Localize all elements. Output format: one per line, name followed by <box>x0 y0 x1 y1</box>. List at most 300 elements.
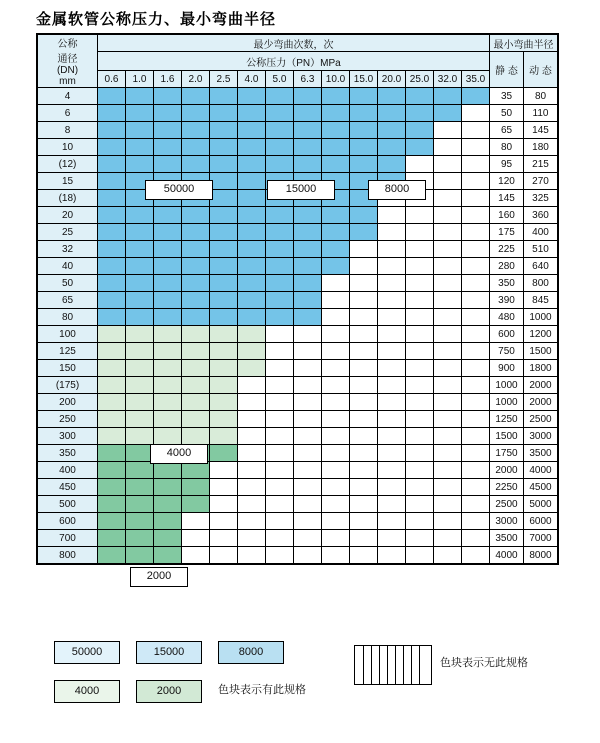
cell-r23-c7 <box>294 479 322 496</box>
header-dynamic: 动 态 <box>524 52 558 88</box>
cell-r8-c0 <box>98 224 126 241</box>
cell-r2-c1 <box>126 122 154 139</box>
cell-r12-c10 <box>378 292 406 309</box>
cell-r18-c5 <box>238 394 266 411</box>
cell-r21-c11 <box>406 445 434 462</box>
header-dn-line-4: mm <box>59 76 76 87</box>
cell-r25-c13 <box>462 513 490 530</box>
cell-r5-c0 <box>98 173 126 190</box>
row-dynamic-radius: 8000 <box>524 547 558 564</box>
cell-r10-c6 <box>266 258 294 275</box>
table-header <box>38 35 558 88</box>
row-dynamic-radius: 1000 <box>524 309 558 326</box>
row-dn: 150 <box>38 360 98 377</box>
cell-r11-c6 <box>266 275 294 292</box>
cell-r0-c1 <box>126 88 154 105</box>
cell-r7-c10 <box>378 207 406 224</box>
cell-r11-c11 <box>406 275 434 292</box>
row-dn: (18) <box>38 190 98 207</box>
cell-r2-c7 <box>294 122 322 139</box>
cell-r12-c8 <box>322 292 350 309</box>
cell-r9-c0 <box>98 241 126 258</box>
cell-r20-c2 <box>154 428 182 445</box>
header-pressure-col-2: 1.6 <box>154 71 182 88</box>
cell-r18-c3 <box>182 394 210 411</box>
row-dn: 350 <box>38 445 98 462</box>
cell-r15-c2 <box>154 343 182 360</box>
header-pressure-col-5: 4.0 <box>238 71 266 88</box>
cell-r10-c10 <box>378 258 406 275</box>
cell-r9-c3 <box>182 241 210 258</box>
cell-r7-c1 <box>126 207 154 224</box>
cell-r26-c2 <box>154 530 182 547</box>
cell-r23-c3 <box>182 479 210 496</box>
cell-r0-c13 <box>462 88 490 105</box>
cell-r14-c7 <box>294 326 322 343</box>
cell-r27-c6 <box>266 547 294 564</box>
cell-r22-c5 <box>238 462 266 479</box>
cell-r13-c8 <box>322 309 350 326</box>
cell-r19-c0 <box>98 411 126 428</box>
row-dynamic-radius: 2000 <box>524 377 558 394</box>
table-row <box>38 139 558 156</box>
row-dn: (175) <box>38 377 98 394</box>
cell-r20-c6 <box>266 428 294 445</box>
cell-r12-c9 <box>350 292 378 309</box>
cell-r25-c7 <box>294 513 322 530</box>
row-static-radius: 3500 <box>490 530 524 547</box>
row-dn: 8 <box>38 122 98 139</box>
cell-r2-c5 <box>238 122 266 139</box>
cell-r7-c11 <box>406 207 434 224</box>
cell-r16-c12 <box>434 360 462 377</box>
cell-r25-c4 <box>210 513 238 530</box>
table-row <box>38 207 558 224</box>
cell-r10-c5 <box>238 258 266 275</box>
cell-r2-c2 <box>154 122 182 139</box>
table-body <box>38 88 558 564</box>
cell-r20-c5 <box>238 428 266 445</box>
cell-r3-c8 <box>322 139 350 156</box>
cell-r6-c13 <box>462 190 490 207</box>
cell-r19-c3 <box>182 411 210 428</box>
row-static-radius: 1000 <box>490 377 524 394</box>
cell-r8-c10 <box>378 224 406 241</box>
row-dn: 4 <box>38 88 98 105</box>
cell-r20-c11 <box>406 428 434 445</box>
header-pressure-col-13: 35.0 <box>462 71 490 88</box>
cell-r17-c4 <box>210 377 238 394</box>
cell-r8-c3 <box>182 224 210 241</box>
cell-r15-c10 <box>378 343 406 360</box>
cell-r4-c3 <box>182 156 210 173</box>
row-dynamic-radius: 215 <box>524 156 558 173</box>
cell-r1-c5 <box>238 105 266 122</box>
cell-r27-c7 <box>294 547 322 564</box>
cell-r7-c13 <box>462 207 490 224</box>
cell-r21-c10 <box>378 445 406 462</box>
cell-r3-c2 <box>154 139 182 156</box>
row-static-radius: 1500 <box>490 428 524 445</box>
cell-r22-c6 <box>266 462 294 479</box>
cell-r19-c8 <box>322 411 350 428</box>
row-dn: 300 <box>38 428 98 445</box>
overlay-15000: 15000 <box>267 180 335 200</box>
cell-r22-c13 <box>462 462 490 479</box>
row-dynamic-radius: 2500 <box>524 411 558 428</box>
header-pressure-col-3: 2.0 <box>182 71 210 88</box>
cell-r18-c4 <box>210 394 238 411</box>
cell-r14-c13 <box>462 326 490 343</box>
cell-r6-c5 <box>238 190 266 207</box>
table-row <box>38 88 558 105</box>
cell-r1-c6 <box>266 105 294 122</box>
cell-r17-c0 <box>98 377 126 394</box>
row-static-radius: 145 <box>490 190 524 207</box>
cell-r16-c8 <box>322 360 350 377</box>
cell-r26-c5 <box>238 530 266 547</box>
cell-r3-c4 <box>210 139 238 156</box>
cell-r26-c12 <box>434 530 462 547</box>
cell-r11-c9 <box>350 275 378 292</box>
page-title: 金属软管公称压力、最小弯曲半径 <box>36 10 277 28</box>
cell-r19-c1 <box>126 411 154 428</box>
cell-r11-c12 <box>434 275 462 292</box>
table-row <box>38 258 558 275</box>
row-dynamic-radius: 1800 <box>524 360 558 377</box>
cell-r18-c8 <box>322 394 350 411</box>
cell-r26-c0 <box>98 530 126 547</box>
cell-r12-c3 <box>182 292 210 309</box>
cell-r18-c0 <box>98 394 126 411</box>
cell-r18-c1 <box>126 394 154 411</box>
cell-r16-c13 <box>462 360 490 377</box>
cell-r15-c13 <box>462 343 490 360</box>
row-dn: 100 <box>38 326 98 343</box>
cell-r23-c10 <box>378 479 406 496</box>
cell-r9-c7 <box>294 241 322 258</box>
cell-r24-c9 <box>350 496 378 513</box>
legend-note-color: 色块表示有此规格 <box>218 684 306 696</box>
cell-r15-c4 <box>210 343 238 360</box>
overlay-4000: 4000 <box>150 444 208 464</box>
overlay-8000: 8000 <box>368 180 426 200</box>
cell-r27-c12 <box>434 547 462 564</box>
header-dn-line-1: 公称 <box>57 39 78 50</box>
table-row <box>38 309 558 326</box>
cell-r9-c5 <box>238 241 266 258</box>
cell-r23-c12 <box>434 479 462 496</box>
cell-r9-c13 <box>462 241 490 258</box>
row-static-radius: 1000 <box>490 394 524 411</box>
cell-r4-c2 <box>154 156 182 173</box>
cell-r21-c5 <box>238 445 266 462</box>
header-pressure-col-4: 2.5 <box>210 71 238 88</box>
cell-r19-c10 <box>378 411 406 428</box>
cell-r6-c0 <box>98 190 126 207</box>
cell-r14-c1 <box>126 326 154 343</box>
row-dynamic-radius: 4500 <box>524 479 558 496</box>
header-min-radius: 最小弯曲半径 <box>490 35 558 52</box>
cell-r0-c0 <box>98 88 126 105</box>
table-row <box>38 513 558 530</box>
cell-r26-c1 <box>126 530 154 547</box>
cell-r16-c7 <box>294 360 322 377</box>
cell-r19-c2 <box>154 411 182 428</box>
cell-r27-c0 <box>98 547 126 564</box>
row-static-radius: 750 <box>490 343 524 360</box>
row-static-radius: 120 <box>490 173 524 190</box>
header-pressure-col-7: 6.3 <box>294 71 322 88</box>
header-pressure-col-9: 15.0 <box>350 71 378 88</box>
cell-r2-c11 <box>406 122 434 139</box>
cell-r12-c5 <box>238 292 266 309</box>
cell-r0-c12 <box>434 88 462 105</box>
cell-r8-c7 <box>294 224 322 241</box>
cell-r23-c9 <box>350 479 378 496</box>
table-row <box>38 343 558 360</box>
table-row <box>38 411 558 428</box>
row-dn: 50 <box>38 275 98 292</box>
header-dn-line-2: 通径 <box>57 54 78 65</box>
cell-r15-c3 <box>182 343 210 360</box>
cell-r27-c5 <box>238 547 266 564</box>
cell-r16-c2 <box>154 360 182 377</box>
cell-r26-c10 <box>378 530 406 547</box>
cell-r22-c0 <box>98 462 126 479</box>
cell-r12-c2 <box>154 292 182 309</box>
header-bend-count: 最少弯曲次数，次 <box>98 35 490 52</box>
table-row <box>38 530 558 547</box>
cell-r17-c2 <box>154 377 182 394</box>
row-static-radius: 900 <box>490 360 524 377</box>
cell-r12-c11 <box>406 292 434 309</box>
cell-r0-c11 <box>406 88 434 105</box>
row-static-radius: 3000 <box>490 513 524 530</box>
legend-50000: 50000 <box>54 641 120 664</box>
header-pressure-col-10: 20.0 <box>378 71 406 88</box>
row-static-radius: 35 <box>490 88 524 105</box>
cell-r20-c3 <box>182 428 210 445</box>
cell-r19-c9 <box>350 411 378 428</box>
cell-r17-c7 <box>294 377 322 394</box>
row-dynamic-radius: 360 <box>524 207 558 224</box>
table-row <box>38 241 558 258</box>
cell-r0-c10 <box>378 88 406 105</box>
cell-r7-c2 <box>154 207 182 224</box>
cell-r17-c1 <box>126 377 154 394</box>
cell-r22-c11 <box>406 462 434 479</box>
cell-r27-c9 <box>350 547 378 564</box>
cell-r22-c10 <box>378 462 406 479</box>
row-dynamic-radius: 3500 <box>524 445 558 462</box>
cell-r11-c5 <box>238 275 266 292</box>
cell-r13-c0 <box>98 309 126 326</box>
cell-r12-c7 <box>294 292 322 309</box>
row-dn: 450 <box>38 479 98 496</box>
cell-r21-c6 <box>266 445 294 462</box>
cell-r7-c8 <box>322 207 350 224</box>
cell-r18-c7 <box>294 394 322 411</box>
cell-r16-c1 <box>126 360 154 377</box>
cell-r12-c1 <box>126 292 154 309</box>
cell-r27-c4 <box>210 547 238 564</box>
cell-r11-c10 <box>378 275 406 292</box>
row-dynamic-radius: 7000 <box>524 530 558 547</box>
cell-r27-c1 <box>126 547 154 564</box>
cell-r14-c2 <box>154 326 182 343</box>
cell-r19-c5 <box>238 411 266 428</box>
table-row <box>38 394 558 411</box>
cell-r27-c8 <box>322 547 350 564</box>
row-static-radius: 350 <box>490 275 524 292</box>
cell-r9-c9 <box>350 241 378 258</box>
cell-r27-c11 <box>406 547 434 564</box>
cell-r17-c11 <box>406 377 434 394</box>
cell-r2-c0 <box>98 122 126 139</box>
row-dn: 32 <box>38 241 98 258</box>
cell-r2-c3 <box>182 122 210 139</box>
cell-r24-c0 <box>98 496 126 513</box>
header-dn-cell <box>38 35 98 88</box>
cell-r8-c4 <box>210 224 238 241</box>
row-dn: 6 <box>38 105 98 122</box>
cell-r1-c12 <box>434 105 462 122</box>
cell-r9-c2 <box>154 241 182 258</box>
row-static-radius: 390 <box>490 292 524 309</box>
cell-r11-c8 <box>322 275 350 292</box>
cell-r20-c12 <box>434 428 462 445</box>
cell-r22-c2 <box>154 462 182 479</box>
cell-r3-c5 <box>238 139 266 156</box>
cell-r20-c9 <box>350 428 378 445</box>
cell-r14-c9 <box>350 326 378 343</box>
cell-r8-c8 <box>322 224 350 241</box>
cell-r10-c4 <box>210 258 238 275</box>
row-static-radius: 160 <box>490 207 524 224</box>
cell-r19-c4 <box>210 411 238 428</box>
legend-8000: 8000 <box>218 641 284 664</box>
cell-r17-c12 <box>434 377 462 394</box>
cell-r4-c8 <box>322 156 350 173</box>
cell-r11-c2 <box>154 275 182 292</box>
row-static-radius: 50 <box>490 105 524 122</box>
row-static-radius: 280 <box>490 258 524 275</box>
cell-r25-c11 <box>406 513 434 530</box>
cell-r18-c9 <box>350 394 378 411</box>
cell-r5-c12 <box>434 173 462 190</box>
cell-r24-c12 <box>434 496 462 513</box>
table-row <box>38 479 558 496</box>
cell-r11-c1 <box>126 275 154 292</box>
table-row <box>38 360 558 377</box>
cell-r22-c7 <box>294 462 322 479</box>
cell-r23-c5 <box>238 479 266 496</box>
cell-r7-c0 <box>98 207 126 224</box>
cell-r12-c6 <box>266 292 294 309</box>
cell-r15-c12 <box>434 343 462 360</box>
table-row <box>38 224 558 241</box>
cell-r13-c12 <box>434 309 462 326</box>
cell-r19-c7 <box>294 411 322 428</box>
cell-r26-c9 <box>350 530 378 547</box>
cell-r10-c13 <box>462 258 490 275</box>
row-dn: 65 <box>38 292 98 309</box>
cell-r13-c7 <box>294 309 322 326</box>
table-row <box>38 105 558 122</box>
cell-r10-c11 <box>406 258 434 275</box>
row-dynamic-radius: 145 <box>524 122 558 139</box>
cell-r0-c9 <box>350 88 378 105</box>
cell-r27-c13 <box>462 547 490 564</box>
cell-r17-c3 <box>182 377 210 394</box>
header-row-2 <box>38 52 558 71</box>
row-dynamic-radius: 800 <box>524 275 558 292</box>
cell-r16-c4 <box>210 360 238 377</box>
row-dn: 800 <box>38 547 98 564</box>
row-dynamic-radius: 110 <box>524 105 558 122</box>
row-dn: 40 <box>38 258 98 275</box>
cell-r10-c7 <box>294 258 322 275</box>
cell-r9-c1 <box>126 241 154 258</box>
cell-r11-c0 <box>98 275 126 292</box>
cell-r7-c5 <box>238 207 266 224</box>
cell-r24-c2 <box>154 496 182 513</box>
row-dn: 200 <box>38 394 98 411</box>
cell-r24-c3 <box>182 496 210 513</box>
cell-r23-c2 <box>154 479 182 496</box>
cell-r13-c2 <box>154 309 182 326</box>
cell-r3-c12 <box>434 139 462 156</box>
cell-r2-c6 <box>266 122 294 139</box>
cell-r14-c0 <box>98 326 126 343</box>
cell-r7-c4 <box>210 207 238 224</box>
header-pressure-col-8: 10.0 <box>322 71 350 88</box>
cell-r12-c0 <box>98 292 126 309</box>
cell-r15-c6 <box>266 343 294 360</box>
cell-r26-c13 <box>462 530 490 547</box>
cell-r1-c4 <box>210 105 238 122</box>
cell-r9-c10 <box>378 241 406 258</box>
cell-r27-c3 <box>182 547 210 564</box>
cell-r8-c12 <box>434 224 462 241</box>
cell-r22-c8 <box>322 462 350 479</box>
row-static-radius: 1750 <box>490 445 524 462</box>
cell-r23-c6 <box>266 479 294 496</box>
cell-r1-c2 <box>154 105 182 122</box>
cell-r1-c7 <box>294 105 322 122</box>
table-row <box>38 156 558 173</box>
cell-r3-c11 <box>406 139 434 156</box>
cell-r21-c7 <box>294 445 322 462</box>
cell-r2-c12 <box>434 122 462 139</box>
cell-r20-c7 <box>294 428 322 445</box>
row-dn: (12) <box>38 156 98 173</box>
cell-r19-c13 <box>462 411 490 428</box>
header-row-1 <box>38 35 558 52</box>
overlay-50000: 50000 <box>145 180 213 200</box>
cell-r24-c1 <box>126 496 154 513</box>
cell-r10-c12 <box>434 258 462 275</box>
cell-r2-c10 <box>378 122 406 139</box>
cell-r19-c12 <box>434 411 462 428</box>
header-pressure: 公称压力（PN）MPa <box>98 52 490 71</box>
row-dynamic-radius: 3000 <box>524 428 558 445</box>
cell-r8-c6 <box>266 224 294 241</box>
cell-r3-c13 <box>462 139 490 156</box>
row-dn: 125 <box>38 343 98 360</box>
cell-r2-c4 <box>210 122 238 139</box>
